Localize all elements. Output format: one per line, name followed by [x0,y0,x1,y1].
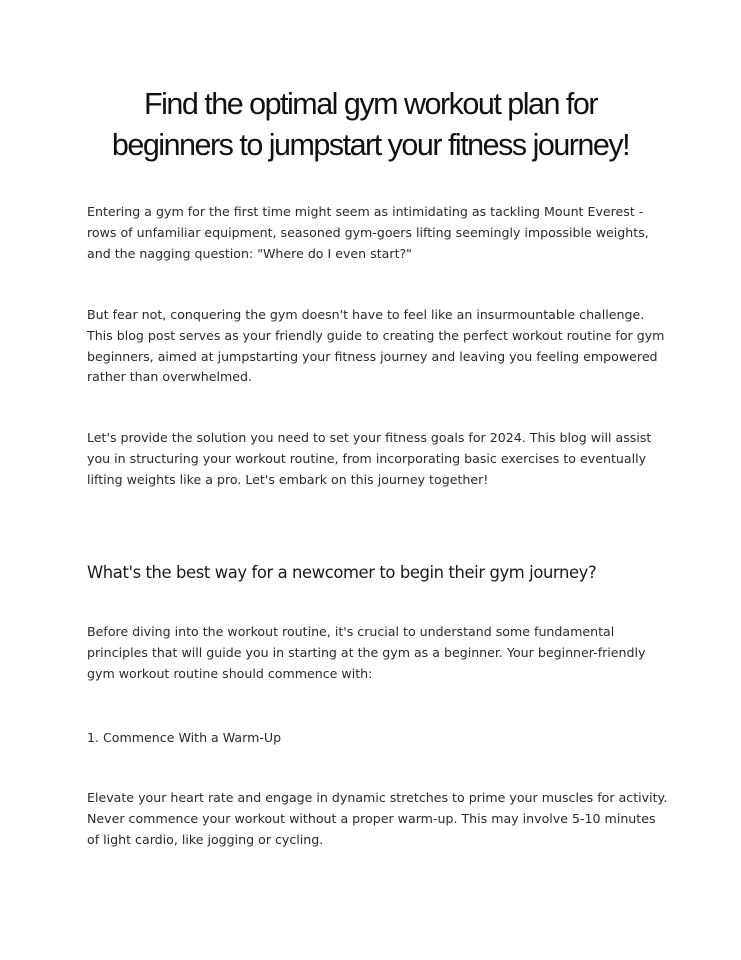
text-line: of light cardio, like jogging or cycling. [87,831,324,847]
intro-paragraph-3 [87,428,667,490]
list-item-warm-up: 1. Commence With a Warm-Up [87,730,282,745]
text-line: Never commence your workout without a proper warm-up. This may involve 5-10 minutes [87,810,656,826]
text-line: and the nagging question: "Where do I even start?" [87,245,412,261]
text-line: Before diving into the workout routine, it's crucial to understand some fundamental [87,624,615,639]
text-line: gym workout routine should commence with: [87,665,373,681]
section-paragraph [87,622,667,684]
text-line: beginners, aimed at jumpstarting your fitness journey and leaving you feeling empowered [87,348,658,364]
text-line: Let's provide the solution you need to set your fitness goals for 2024. This blog will assist [87,430,652,445]
text-line: This blog post serves as your friendly guide to creating the perfect workout routine for gym [87,327,665,343]
title-line: beginners to jumpstart your fitness journey! [111,128,630,162]
intro-paragraph-1 [87,202,667,264]
title-line: Find the optimal gym workout plan for [143,87,598,121]
warmup-paragraph [87,788,667,850]
text-line: lifting weights like a pro. Let's embark on this journey together! [87,471,489,487]
text-line: Entering a gym for the first time might seem as intimidating as tackling Mount Everest - [87,204,644,219]
text-line: Elevate your heart rate and engage in dynamic stretches to prime your muscles for activity. [87,790,668,805]
text-line: you in structuring your workout routine, from incorporating basic exercises to eventually [87,450,647,466]
page-title [0,84,741,166]
text-line: rows of unfamiliar equipment, seasoned gym-goers lifting seemingly impossible weights, [87,224,649,240]
section-heading: What's the best way for a newcomer to begin their gym journey? [87,563,597,582]
text-line: principles that will guide you in starting at the gym as a beginner. Your beginner-friendly [87,644,646,660]
text-line: But fear not, conquering the gym doesn't have to feel like an insurmountable challenge. [87,307,645,322]
text-line: rather than overwhelmed. [87,369,252,385]
intro-paragraph-2 [87,305,667,388]
